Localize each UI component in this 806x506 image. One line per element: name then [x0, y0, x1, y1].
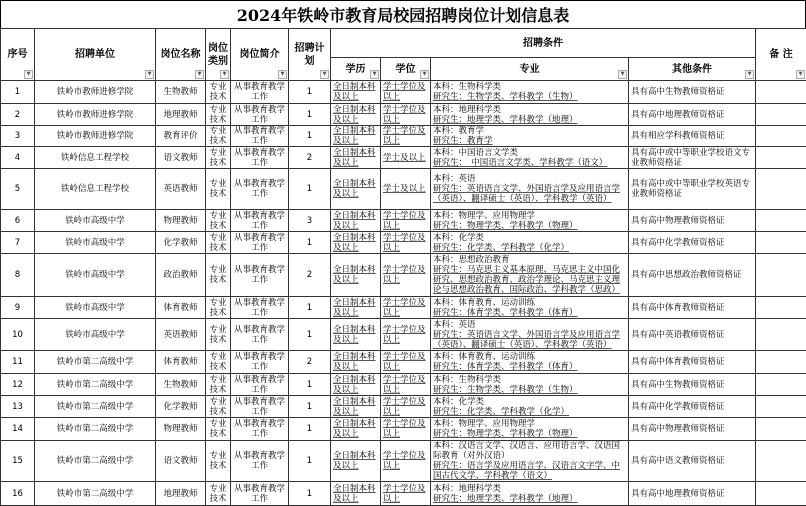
major-line: 研究生：化学类、学科教学（化学）: [433, 407, 626, 417]
table-row[interactable]: [1, 81, 806, 104]
unit-cell: 铁岭市高级中学: [35, 297, 156, 319]
major-cell: [431, 319, 629, 351]
major-line: 本科：化学类: [433, 397, 626, 407]
plan-cell: 1: [289, 169, 331, 210]
other-conditions-cell: 具有高中地理教师资格证: [629, 482, 756, 506]
table-row[interactable]: [1, 297, 806, 319]
plan-cell: 1: [289, 297, 331, 319]
remark-cell: [756, 374, 806, 396]
unit-cell: 铁岭市高级中学: [35, 319, 156, 351]
header-label: 序号: [8, 49, 28, 60]
major-cell: [431, 210, 629, 232]
education-cell: 全日制本科及以上: [331, 441, 381, 482]
degree-cell: 学士学位及以上: [381, 81, 431, 104]
post-desc-cell: 从事教育教学工作: [231, 254, 289, 297]
post-type-cell: 专业技术: [206, 210, 231, 232]
seq-cell: 2: [1, 104, 35, 126]
post-desc-cell: 从事教育教学工作: [231, 319, 289, 351]
post-type-cell: 专业技术: [206, 374, 231, 396]
unit-cell: 铁岭市高级中学: [35, 254, 156, 297]
post-type-cell: 专业技术: [206, 81, 231, 104]
seq-cell: 14: [1, 418, 35, 441]
seq-cell: 8: [1, 254, 35, 297]
plan-cell: 1: [289, 104, 331, 126]
major-line: 研究生：英语语言文学、外国语言学及应用语言学（英语）、翻译硕士（英语）、学科教学（英语）: [433, 184, 626, 204]
plan-cell: 2: [289, 147, 331, 169]
table-row[interactable]: [1, 232, 806, 254]
filter-dropdown-icon[interactable]: ▼: [278, 70, 287, 79]
major-cell: [431, 126, 629, 147]
post-desc-cell: 从事教育教学工作: [231, 418, 289, 441]
major-cell: [431, 418, 629, 441]
major-line: 本科：地理科学类: [433, 484, 626, 494]
other-conditions-cell: 具有相应学科教师资格证: [629, 126, 756, 147]
filter-dropdown-icon[interactable]: ▼: [745, 70, 754, 79]
unit-cell: 铁岭市教师进修学院: [35, 126, 156, 147]
remark-cell: [756, 441, 806, 482]
recruitment-table: [0, 28, 806, 506]
post-name-cell: 语文教师: [156, 147, 206, 169]
degree-cell: 学士学位及以上: [381, 482, 431, 506]
post-type-cell: 专业技术: [206, 126, 231, 147]
major-line: 本科：体育教育、运动训练: [433, 352, 626, 362]
table-row[interactable]: [1, 396, 806, 418]
plan-cell: 3: [289, 210, 331, 232]
seq-cell: 6: [1, 210, 35, 232]
plan-cell: 2: [289, 351, 331, 374]
education-cell: 全日制本科及以上: [331, 374, 381, 396]
header-conditions: 招聘条件: [331, 29, 756, 58]
plan-cell: 1: [289, 441, 331, 482]
major-cell: [431, 254, 629, 297]
post-name-cell: 政治教师: [156, 254, 206, 297]
degree-cell: 学士学位及以上: [381, 396, 431, 418]
unit-cell: 铁岭市教师进修学院: [35, 81, 156, 104]
header-degree[interactable]: [381, 58, 431, 81]
seq-cell: 7: [1, 232, 35, 254]
unit-cell: 铁岭市第二高级中学: [35, 441, 156, 482]
table-row[interactable]: [1, 418, 806, 441]
education-cell: 全日制本科及以上: [331, 396, 381, 418]
other-conditions-cell: 具有高中生物教师资格证: [629, 374, 756, 396]
filter-dropdown-icon[interactable]: ▼: [220, 70, 229, 79]
remark-cell: [756, 254, 806, 297]
major-line: 研究生：生物学类、学科教学（生物）: [433, 385, 626, 395]
header-label: 招聘单位: [75, 49, 115, 60]
remark-cell: [756, 169, 806, 210]
unit-cell: 铁岭市第二高级中学: [35, 374, 156, 396]
seq-cell: 3: [1, 126, 35, 147]
other-conditions-cell: 具有高中化学教师资格证: [629, 396, 756, 418]
post-name-cell: 英语教师: [156, 319, 206, 351]
header-label: 备 注: [769, 49, 792, 60]
plan-cell: 1: [289, 319, 331, 351]
degree-cell: 学士学位及以上: [381, 351, 431, 374]
seq-cell: 15: [1, 441, 35, 482]
post-name-cell: 英语教师: [156, 169, 206, 210]
major-cell: [431, 147, 629, 169]
header-education[interactable]: [331, 58, 381, 81]
header-major[interactable]: [431, 58, 629, 81]
education-cell: 全日制本科及以上: [331, 482, 381, 506]
remark-cell: [756, 104, 806, 126]
table-row[interactable]: [1, 374, 806, 396]
major-cell: [431, 297, 629, 319]
other-conditions-cell: 具有高中思想政治教师资格证: [629, 254, 756, 297]
major-line: 本科：物理学、应用物理学: [433, 419, 626, 429]
education-cell: 全日制本科及以上: [331, 232, 381, 254]
degree-cell: 学士学位及以上: [381, 441, 431, 482]
unit-cell: 铁岭市高级中学: [35, 210, 156, 232]
remark-cell: [756, 126, 806, 147]
seq-cell: 4: [1, 147, 35, 169]
post-desc-cell: 从事教育教学工作: [231, 482, 289, 506]
degree-cell: 学士学位及以上: [381, 232, 431, 254]
unit-cell: 铁岭市第二高级中学: [35, 351, 156, 374]
table-row[interactable]: [1, 104, 806, 126]
header-label: 专业: [520, 64, 540, 75]
post-desc-cell: 从事教育教学工作: [231, 81, 289, 104]
post-desc-cell: 从事教育教学工作: [231, 169, 289, 210]
education-cell: 全日制本科及以上: [331, 210, 381, 232]
filter-dropdown-icon[interactable]: ▼: [145, 70, 154, 79]
other-conditions-cell: 具有高中体育教师资格证: [629, 297, 756, 319]
major-line: 研究生：英语语言文学、外国语言学及应用语言学（英语）、翻译硕士（英语）、学科教学（英语）: [433, 330, 626, 350]
post-name-cell: 教育评价: [156, 126, 206, 147]
post-name-cell: 物理教师: [156, 210, 206, 232]
page-title: 2024年铁岭市教育局校园招聘岗位计划信息表: [0, 0, 806, 28]
filter-dropdown-icon[interactable]: ▼: [24, 70, 33, 79]
seq-cell: 1: [1, 81, 35, 104]
other-conditions-cell: 具有高中英语教师资格证: [629, 319, 756, 351]
major-cell: [431, 104, 629, 126]
other-conditions-cell: 具有高中或中等职业学校语文专业教师资格证: [629, 147, 756, 169]
post-type-cell: 专业技术: [206, 147, 231, 169]
table-row[interactable]: [1, 482, 806, 506]
remark-cell: [756, 482, 806, 506]
table-row[interactable]: [1, 169, 806, 210]
filter-dropdown-icon[interactable]: ▼: [618, 70, 627, 79]
degree-cell: 学士学位及以上: [381, 319, 431, 351]
table-row[interactable]: [1, 351, 806, 374]
header-label: 岗位类别: [208, 43, 228, 67]
header-label: 其他条件: [672, 64, 712, 75]
remark-cell: [756, 396, 806, 418]
post-name-cell: 语文教师: [156, 441, 206, 482]
header-unit[interactable]: [35, 29, 156, 81]
post-desc-cell: 从事教育教学工作: [231, 147, 289, 169]
post-type-cell: 专业技术: [206, 441, 231, 482]
plan-cell: 1: [289, 396, 331, 418]
plan-cell: 1: [289, 482, 331, 506]
unit-cell: 铁岭信息工程学校: [35, 147, 156, 169]
education-cell: 全日制本科及以上: [331, 169, 381, 210]
major-line: 研究生：体育学类、学科教学（体育）: [433, 308, 626, 318]
filter-dropdown-icon[interactable]: ▼: [420, 70, 429, 79]
post-desc-cell: 从事教育教学工作: [231, 374, 289, 396]
major-line: 本科：物理学、应用物理学: [433, 211, 626, 221]
major-line: 本科：生物科学类: [433, 82, 626, 92]
post-type-cell: 专业技术: [206, 104, 231, 126]
post-type-cell: 专业技术: [206, 319, 231, 351]
post-name-cell: 体育教师: [156, 351, 206, 374]
post-name-cell: 地理教师: [156, 482, 206, 506]
remark-cell: [756, 232, 806, 254]
unit-cell: 铁岭市第二高级中学: [35, 482, 156, 506]
header-remark[interactable]: [756, 29, 806, 81]
header-label: 岗位名称: [161, 49, 201, 60]
header-label: 岗位简介: [240, 49, 280, 60]
unit-cell: 铁岭市第二高级中学: [35, 396, 156, 418]
education-cell: 全日制本科及以上: [331, 418, 381, 441]
post-desc-cell: 从事教育教学工作: [231, 396, 289, 418]
other-conditions-cell: 具有高中地理教师资格证: [629, 104, 756, 126]
header-post-name[interactable]: [156, 29, 206, 81]
seq-cell: 10: [1, 319, 35, 351]
major-cell: [431, 169, 629, 210]
major-line: 研究生：语言学及应用语言学、汉语言文字学、中国古代文学、学科教学（语文）: [433, 461, 626, 481]
unit-cell: 铁岭信息工程学校: [35, 169, 156, 210]
remark-cell: [756, 297, 806, 319]
post-desc-cell: 从事教育教学工作: [231, 351, 289, 374]
degree-cell: 学士学位及以上: [381, 297, 431, 319]
header-post-desc[interactable]: [231, 29, 289, 81]
major-line: 本科：中国语言文学类: [433, 148, 626, 158]
remark-cell: [756, 147, 806, 169]
filter-dropdown-icon[interactable]: ▼: [195, 70, 204, 79]
filter-dropdown-icon[interactable]: ▼: [796, 70, 805, 79]
filter-dropdown-icon[interactable]: ▼: [370, 70, 379, 79]
other-conditions-cell: 具有高中语文教师资格证: [629, 441, 756, 482]
other-conditions-cell: 具有高中或中等职业学校英语专业教师资格证: [629, 169, 756, 210]
major-line: 研究生：马克思主义基本原理、马克思主义中国化研究、思想政治教育、政治学理论、马克思主义理论与思想政治教育、国际政治、学科教学（思政）: [433, 265, 626, 295]
major-cell: [431, 81, 629, 104]
remark-cell: [756, 418, 806, 441]
major-line: 本科：英语: [433, 174, 626, 184]
major-cell: [431, 374, 629, 396]
plan-cell: 1: [289, 81, 331, 104]
post-name-cell: 生物教师: [156, 374, 206, 396]
post-name-cell: 物理教师: [156, 418, 206, 441]
education-cell: 全日制本科及以上: [331, 147, 381, 169]
major-line: 本科：英语: [433, 320, 626, 330]
seq-cell: 13: [1, 396, 35, 418]
post-name-cell: 化学教师: [156, 232, 206, 254]
major-line: 研究生：物理学类、学科教学（物理）: [433, 221, 626, 231]
table-row[interactable]: [1, 441, 806, 482]
major-cell: [431, 232, 629, 254]
other-conditions-cell: 具有高中物理教师资格证: [629, 210, 756, 232]
other-conditions-cell: 具有高中物理教师资格证: [629, 418, 756, 441]
remark-cell: [756, 81, 806, 104]
plan-cell: 1: [289, 126, 331, 147]
post-name-cell: 生物教师: [156, 81, 206, 104]
education-cell: 全日制本科及以上: [331, 319, 381, 351]
post-type-cell: 专业技术: [206, 351, 231, 374]
major-line: 本科：化学类: [433, 233, 626, 243]
post-type-cell: 专业技术: [206, 169, 231, 210]
header-other[interactable]: [629, 58, 756, 81]
table-row[interactable]: [1, 319, 806, 351]
post-desc-cell: 从事教育教学工作: [231, 104, 289, 126]
degree-cell: 学士学位及以上: [381, 418, 431, 441]
post-name-cell: 体育教师: [156, 297, 206, 319]
major-line: 本科：汉语言文学、汉语言、应用语言学、汉语国际教育（对外汉语）: [433, 441, 626, 461]
header-label: 招聘计划: [295, 43, 325, 67]
degree-cell: 学士学位及以上: [381, 104, 431, 126]
degree-cell: 学士学位及以上: [381, 374, 431, 396]
post-desc-cell: 从事教育教学工作: [231, 210, 289, 232]
post-name-cell: 化学教师: [156, 396, 206, 418]
degree-cell: 学士学位及以上: [381, 254, 431, 297]
major-line: 研究生：生物学类、学科教学（生物）: [433, 92, 626, 102]
major-cell: [431, 441, 629, 482]
major-line: 本科：地理科学类: [433, 105, 626, 115]
degree-cell: 学士学位及以上: [381, 126, 431, 147]
table-row[interactable]: [1, 254, 806, 297]
remark-cell: [756, 319, 806, 351]
plan-cell: 1: [289, 374, 331, 396]
major-cell: [431, 482, 629, 506]
unit-cell: 铁岭市教师进修学院: [35, 104, 156, 126]
education-cell: 全日制本科及以上: [331, 81, 381, 104]
other-conditions-cell: 具有高中化学教师资格证: [629, 232, 756, 254]
unit-cell: 铁岭市第二高级中学: [35, 418, 156, 441]
major-line: 研究生：物理学类、学科教学（物理）: [433, 429, 626, 439]
unit-cell: 铁岭市高级中学: [35, 232, 156, 254]
header-label: 学位: [396, 64, 416, 75]
major-line: 研究生：体育学类、学科教学（体育）: [433, 362, 626, 372]
other-conditions-cell: 具有高中体育教师资格证: [629, 351, 756, 374]
table-row[interactable]: [1, 147, 806, 169]
major-line: 本科：思想政治教育: [433, 255, 626, 265]
education-cell: 全日制本科及以上: [331, 297, 381, 319]
post-desc-cell: 从事教育教学工作: [231, 441, 289, 482]
table-row[interactable]: [1, 210, 806, 232]
seq-cell: 9: [1, 297, 35, 319]
major-line: 本科：生物科学类: [433, 375, 626, 385]
post-type-cell: 专业技术: [206, 396, 231, 418]
major-line: 本科：体育教育、运动训练: [433, 298, 626, 308]
remark-cell: [756, 351, 806, 374]
post-type-cell: 专业技术: [206, 232, 231, 254]
major-line: 研究生： 中国语言文学类、学科教学（语文）: [433, 158, 626, 168]
post-desc-cell: 从事教育教学工作: [231, 297, 289, 319]
seq-cell: 12: [1, 374, 35, 396]
post-type-cell: 专业技术: [206, 418, 231, 441]
seq-cell: 16: [1, 482, 35, 506]
header-seq[interactable]: [1, 29, 35, 81]
major-line: 本科：教育学: [433, 126, 626, 136]
degree-cell: 学士及以上: [381, 169, 431, 210]
remark-cell: [756, 210, 806, 232]
header-label: 学历: [346, 64, 366, 75]
degree-cell: 学士学位及以上: [381, 210, 431, 232]
major-line: 研究生：化学类、学科教学（化学）: [433, 243, 626, 253]
education-cell: 全日制本科及以上: [331, 126, 381, 147]
seq-cell: 5: [1, 169, 35, 210]
post-type-cell: 专业技术: [206, 254, 231, 297]
plan-cell: 2: [289, 254, 331, 297]
major-line: 研究生：地理学类、学科教学（地理）: [433, 115, 626, 125]
post-type-cell: 专业技术: [206, 482, 231, 506]
post-name-cell: 地理教师: [156, 104, 206, 126]
degree-cell: 学士及以上: [381, 147, 431, 169]
post-desc-cell: 从事教育教学工作: [231, 232, 289, 254]
header-plan[interactable]: [289, 29, 331, 81]
plan-cell: 1: [289, 418, 331, 441]
post-type-cell: 专业技术: [206, 297, 231, 319]
major-cell: [431, 351, 629, 374]
education-cell: 全日制本科及以上: [331, 254, 381, 297]
major-line: 研究生：地理学类、学科教学（地理）: [433, 494, 626, 504]
education-cell: 全日制本科及以上: [331, 104, 381, 126]
table-row[interactable]: [1, 126, 806, 147]
post-desc-cell: 从事教育教学工作: [231, 126, 289, 147]
filter-dropdown-icon[interactable]: ▼: [320, 70, 329, 79]
plan-cell: 1: [289, 232, 331, 254]
other-conditions-cell: 具有高中生物教师资格证: [629, 81, 756, 104]
major-line: 研究生：教育学: [433, 136, 626, 146]
header-post-type[interactable]: [206, 29, 231, 81]
education-cell: 全日制本科及以上: [331, 351, 381, 374]
seq-cell: 11: [1, 351, 35, 374]
major-cell: [431, 396, 629, 418]
